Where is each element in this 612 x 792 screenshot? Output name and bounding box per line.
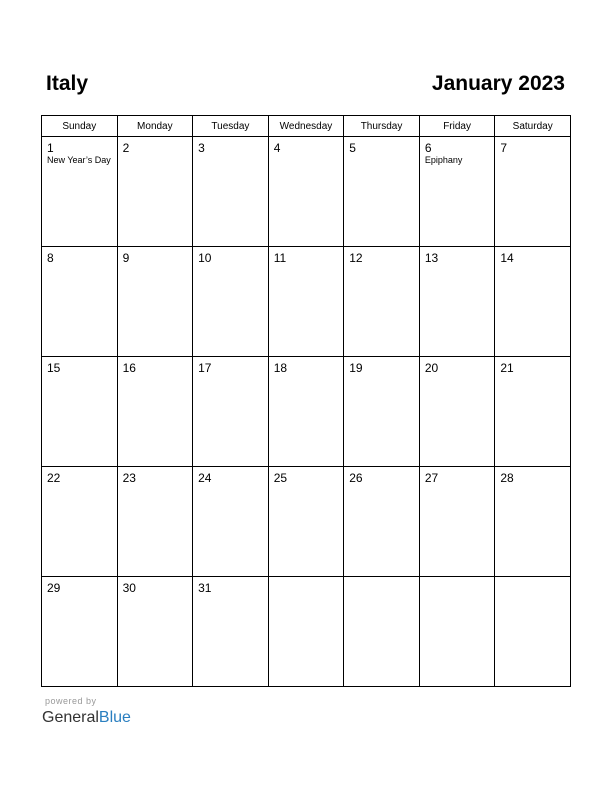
day-number: 7 <box>500 141 508 155</box>
week-row <box>42 357 571 467</box>
day-cell <box>495 357 571 467</box>
weekday-thursday: Thursday <box>344 116 420 137</box>
day-cell <box>268 357 344 467</box>
day-cell <box>42 577 118 687</box>
footer-branding <box>42 696 131 728</box>
day-cell <box>344 467 420 577</box>
weekday-tuesday: Tuesday <box>193 116 269 137</box>
week-row <box>42 247 571 357</box>
day-number <box>495 577 570 581</box>
brand-general-text: General <box>42 709 99 726</box>
week-row <box>42 137 571 247</box>
day-number: 24 <box>198 471 212 485</box>
day-number: 17 <box>198 361 212 375</box>
day-cell <box>344 137 420 247</box>
day-cell <box>344 357 420 467</box>
day-number: 25 <box>273 471 288 485</box>
day-number: 22 <box>47 471 61 485</box>
day-cell <box>42 357 118 467</box>
day-cell <box>42 247 118 357</box>
day-number: 4 <box>273 141 281 155</box>
generalblue-logo <box>42 708 131 728</box>
day-cell <box>344 577 420 687</box>
powered-by-label: powered by <box>45 696 97 706</box>
country-title: Italy <box>46 72 89 95</box>
day-cell <box>419 467 495 577</box>
day-cell <box>268 247 344 357</box>
day-number: 26 <box>349 471 363 485</box>
day-cell <box>495 577 571 687</box>
day-number: 1 <box>47 141 54 155</box>
day-number: 30 <box>122 581 136 595</box>
day-number <box>269 577 344 581</box>
weekday-header-row <box>42 116 571 137</box>
day-cell <box>193 137 269 247</box>
day-cell <box>419 137 495 247</box>
holiday-label: New Year’s Day <box>47 155 111 165</box>
weekday-saturday: Saturday <box>495 116 571 137</box>
month-year-title: January 2023 <box>431 72 565 95</box>
day-number: 19 <box>349 361 363 375</box>
day-cell <box>42 467 118 577</box>
day-cell <box>117 467 193 577</box>
day-number <box>420 577 495 581</box>
day-cell <box>419 247 495 357</box>
day-number: 10 <box>198 251 212 265</box>
weekday-friday: Friday <box>419 116 495 137</box>
week-row <box>42 577 571 687</box>
day-cell <box>193 247 269 357</box>
day-number: 27 <box>424 471 439 485</box>
day-number: 2 <box>122 141 130 155</box>
day-cell <box>495 247 571 357</box>
day-number: 28 <box>500 471 514 485</box>
day-number: 8 <box>47 251 54 265</box>
day-number <box>344 577 419 581</box>
day-number: 6 <box>424 141 432 155</box>
day-number: 21 <box>500 361 514 375</box>
day-number: 9 <box>122 251 130 265</box>
day-cell <box>344 247 420 357</box>
day-number: 3 <box>198 141 205 155</box>
day-cell <box>419 357 495 467</box>
day-cell <box>117 247 193 357</box>
day-cell <box>419 577 495 687</box>
calendar-grid <box>41 115 571 687</box>
day-cell <box>193 467 269 577</box>
brand-blue-text: Blue <box>98 709 131 726</box>
weekday-sunday: Sunday <box>42 116 118 137</box>
day-number: 23 <box>122 471 136 485</box>
weekday-wednesday: Wednesday <box>268 116 344 137</box>
day-number: 18 <box>273 361 288 375</box>
day-cell <box>193 357 269 467</box>
day-number: 20 <box>424 361 439 375</box>
day-cell <box>117 357 193 467</box>
day-number: 13 <box>424 251 439 265</box>
day-cell <box>42 137 118 247</box>
week-row <box>42 467 571 577</box>
day-number: 5 <box>349 141 356 155</box>
day-number: 14 <box>500 251 514 265</box>
day-cell <box>495 467 571 577</box>
day-cell <box>117 577 193 687</box>
day-cell <box>268 137 344 247</box>
day-number: 31 <box>198 581 212 595</box>
day-number: 11 <box>273 251 287 265</box>
day-cell <box>268 577 344 687</box>
day-cell <box>268 467 344 577</box>
day-number: 15 <box>47 361 61 375</box>
day-number: 29 <box>47 581 61 595</box>
day-cell <box>117 137 193 247</box>
day-number: 16 <box>122 361 136 375</box>
holiday-label: Epiphany <box>424 155 463 165</box>
day-cell <box>193 577 269 687</box>
day-cell <box>495 137 571 247</box>
weekday-monday: Monday <box>117 116 193 137</box>
day-number: 12 <box>349 251 363 265</box>
